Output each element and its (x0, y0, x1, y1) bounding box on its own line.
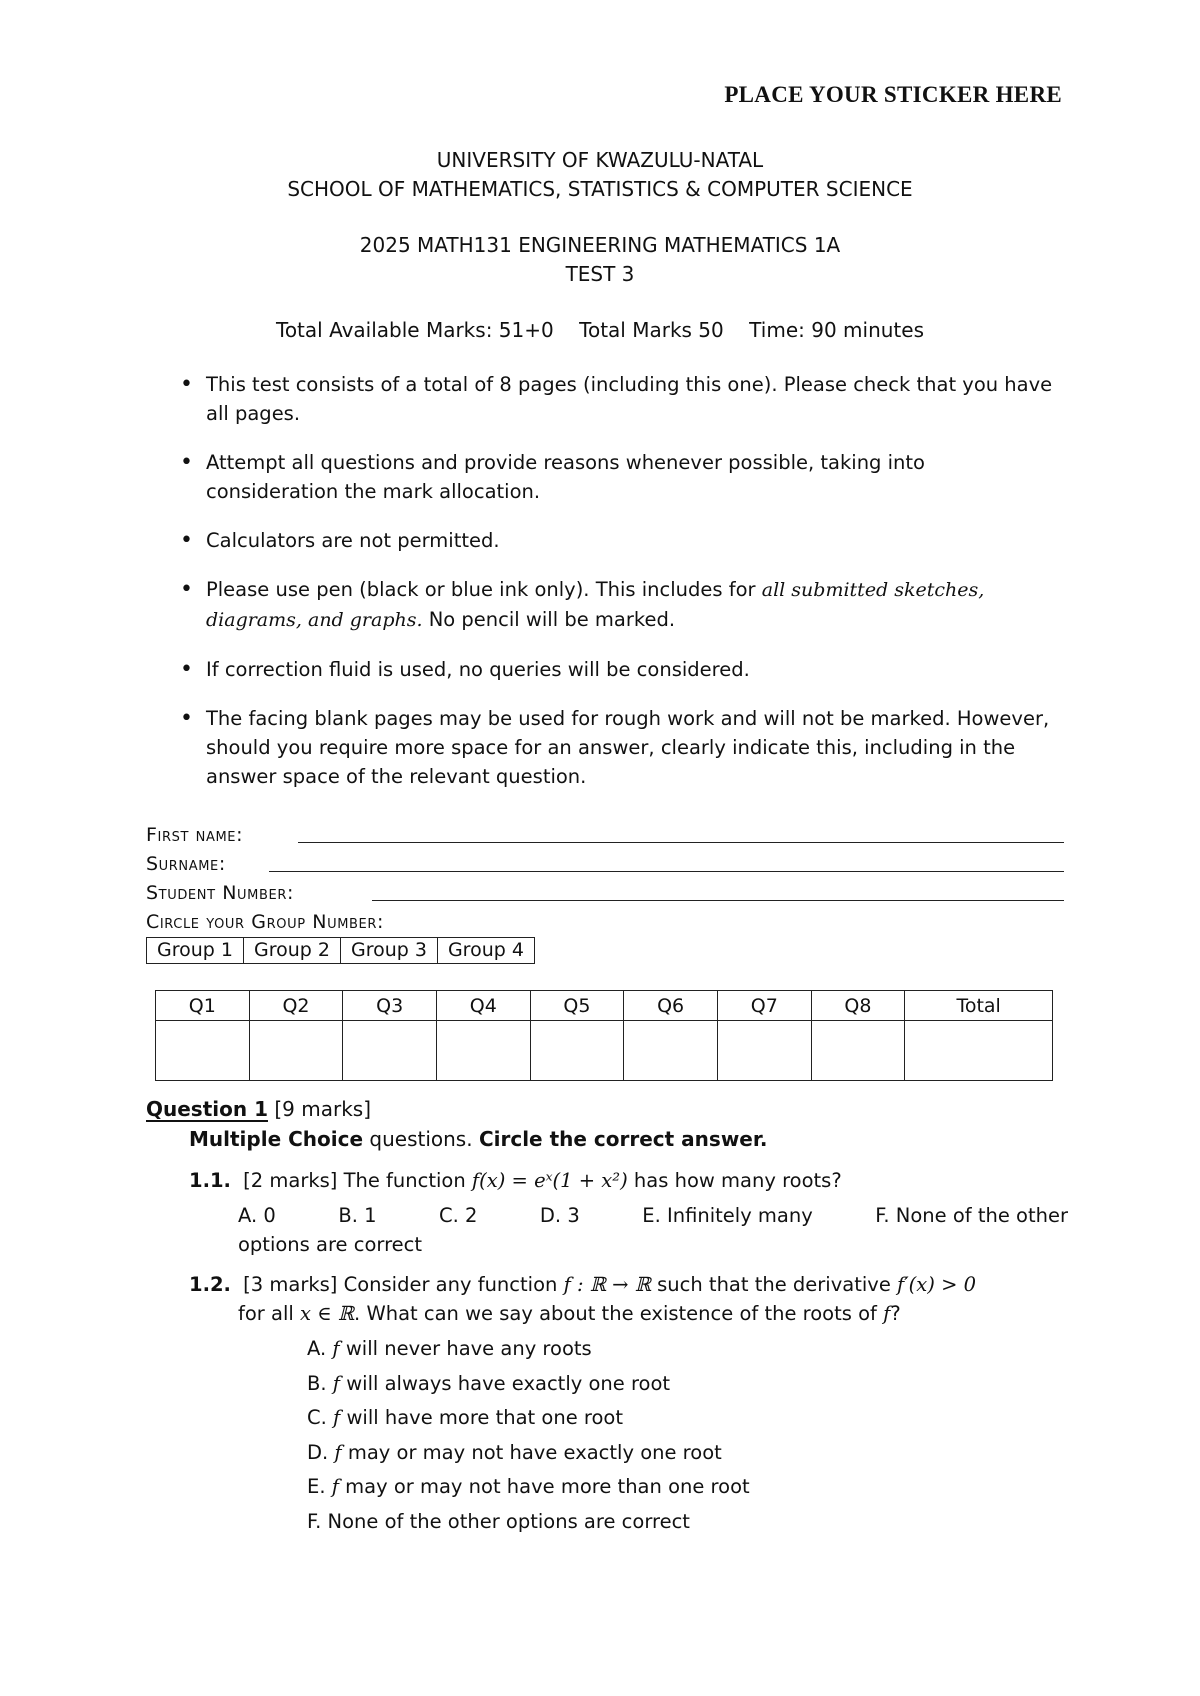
answer-option[interactable] (307, 1505, 750, 1540)
marks-header-cell: Q2 (249, 991, 343, 1021)
answer-option[interactable]: E. Infinitely many (642, 1204, 813, 1227)
marks-header-cell: Q4 (436, 991, 530, 1021)
marks-score-cell (717, 1021, 811, 1081)
question-1-1 (189, 1166, 842, 1195)
question-text: . What can we say about the existence of the roots of (354, 1302, 884, 1325)
marks-header-cell: Q1 (156, 991, 250, 1021)
question-text: for all (238, 1302, 300, 1325)
student-number-label: Student Number: (146, 882, 294, 904)
answer-option[interactable]: B. 1 (338, 1204, 377, 1227)
multiple-choice-intro (189, 1127, 767, 1151)
answer-option[interactable]: A. 0 (238, 1204, 276, 1227)
answer-option[interactable] (307, 1367, 750, 1402)
answer-option[interactable] (307, 1401, 750, 1436)
formula: f (883, 1302, 891, 1325)
question-1-heading (146, 1097, 371, 1121)
marks-score-cell (905, 1021, 1053, 1081)
question-marks: [2 marks] (243, 1169, 338, 1192)
student-number-line[interactable] (372, 900, 1064, 901)
formula: f (333, 1406, 341, 1429)
formula: f (332, 1337, 340, 1360)
group-option[interactable]: Group 4 (447, 939, 524, 961)
marks-score-cell (530, 1021, 624, 1081)
option-text: may or may not have exactly one root (347, 1440, 722, 1464)
marks-score-cell (249, 1021, 343, 1081)
question-number: 1.2. (189, 1273, 231, 1296)
group-option[interactable]: Group 2 (244, 938, 341, 963)
test-title: TEST 3 (565, 262, 635, 286)
marks-header-row (156, 991, 1053, 1021)
instruction-item: • The facing blank pages may be used for rough work and will not be marked. However, should you require more space for an answer, clearly indicate this, including in the answer space of the relevant question. (206, 704, 1062, 791)
marks-time-line: Total Available Marks: 51+0 Total Marks 50 Time: 90 minutes (276, 318, 924, 342)
question-1-marks: [9 marks] (274, 1097, 371, 1121)
question-1-2-line2 (238, 1299, 901, 1328)
question-number: 1.1. (189, 1169, 231, 1192)
intro-bold: Circle the correct answer. (478, 1127, 768, 1151)
question-text: The function (343, 1169, 472, 1192)
marks-score-cell (624, 1021, 718, 1081)
instruction-emphasis: all submitted sketches, diagrams, and graphs. (206, 579, 985, 631)
question-1-2-line1 (189, 1270, 976, 1299)
first-name-label: First name: (146, 824, 244, 846)
university-name: UNIVERSITY OF KWAZULU-NATAL (436, 148, 764, 172)
instruction-item: • Attempt all questions and provide reasons whenever possible, taking into consideration the mark allocation. (206, 448, 1062, 506)
marks-score-cell (343, 1021, 437, 1081)
option-letter: F. (307, 1509, 322, 1533)
formula: f′(x) > 0 (897, 1273, 977, 1296)
answer-option[interactable]: D. 3 (539, 1204, 580, 1227)
marks-score-cell (436, 1021, 530, 1081)
option-text: will have more that one root (346, 1406, 623, 1429)
option-text: may or may not have more than one root (345, 1475, 750, 1498)
marks-score-cell (811, 1021, 905, 1081)
surname-line[interactable] (269, 871, 1064, 872)
course-title: 2025 MATH131 ENGINEERING MATHEMATICS 1A (359, 233, 841, 257)
formula: f (331, 1475, 339, 1498)
marks-header-cell: Q7 (717, 991, 811, 1021)
group-option[interactable]: Group 1 (147, 938, 244, 963)
answer-option[interactable] (307, 1332, 750, 1367)
answer-option[interactable]: C. 2 (439, 1204, 478, 1227)
group-prompt: Circle your Group Number: (146, 911, 385, 933)
instruction-item: • This test consists of a total of 8 pages (including this one). Please check that you have all pages. (206, 370, 1062, 428)
instruction-item: • If correction fluid is used, no queries will be considered. (206, 655, 1062, 684)
instruction-text: Please use pen (black or blue ink only). This includes for (206, 578, 762, 601)
intro-text: questions. (363, 1127, 479, 1151)
option-letter: D. (307, 1440, 329, 1464)
option-continuation: options are correct (238, 1233, 423, 1256)
marks-score-cell (156, 1021, 250, 1081)
marks-header-cell: Q3 (343, 991, 437, 1021)
formula: f (332, 1371, 340, 1395)
option-letter: E. (307, 1475, 326, 1498)
first-name-line[interactable] (298, 842, 1064, 843)
instructions-list (180, 370, 1062, 811)
school-name: SCHOOL OF MATHEMATICS, STATISTICS & COMPUTER SCIENCE (287, 177, 913, 201)
sticker-placeholder: PLACE YOUR STICKER HERE (724, 82, 1062, 107)
instruction-text: No pencil will be marked. (422, 608, 676, 631)
answer-option[interactable] (307, 1436, 750, 1471)
formula: f : ℝ → ℝ (563, 1273, 651, 1296)
option-letter: B. (307, 1371, 327, 1395)
question-text: ? (890, 1302, 901, 1325)
formula: x ∈ ℝ (300, 1302, 355, 1325)
option-text: will always have exactly one root (346, 1371, 671, 1395)
instruction-item (206, 575, 1062, 635)
question-1-title: Question 1 (146, 1097, 268, 1121)
surname-label: Surname: (146, 853, 226, 875)
marks-header-cell: Q6 (624, 991, 718, 1021)
formula: f(x) = eˣ(1 + x²) (471, 1169, 628, 1192)
marks-header-cell: Q5 (530, 991, 624, 1021)
answer-option[interactable] (307, 1470, 750, 1505)
group-option[interactable]: Group 3 (341, 938, 438, 963)
marks-header-cell: Q8 (811, 991, 905, 1021)
question-marks: [3 marks] (243, 1273, 338, 1296)
option-text: will never have any roots (345, 1337, 592, 1360)
question-text: has how many roots? (627, 1169, 842, 1192)
option-text: None of the other options are correct (327, 1509, 690, 1533)
group-selector (146, 937, 535, 964)
formula: f (334, 1440, 342, 1464)
question-text: such that the derivative (650, 1273, 898, 1296)
question-text: Consider any function (343, 1273, 564, 1296)
answer-option[interactable]: F. None of the other (875, 1204, 1068, 1227)
question-1-1-options (238, 1201, 1068, 1230)
instruction-item: • Calculators are not permitted. (206, 526, 1062, 555)
marks-header-cell: Total (905, 991, 1053, 1021)
option-letter: A. (307, 1337, 327, 1360)
option-letter: C. (307, 1406, 327, 1429)
marks-table (155, 990, 1053, 1081)
marks-score-row (156, 1021, 1053, 1081)
question-1-2-options (307, 1332, 750, 1539)
intro-bold: Multiple Choice (189, 1127, 364, 1151)
